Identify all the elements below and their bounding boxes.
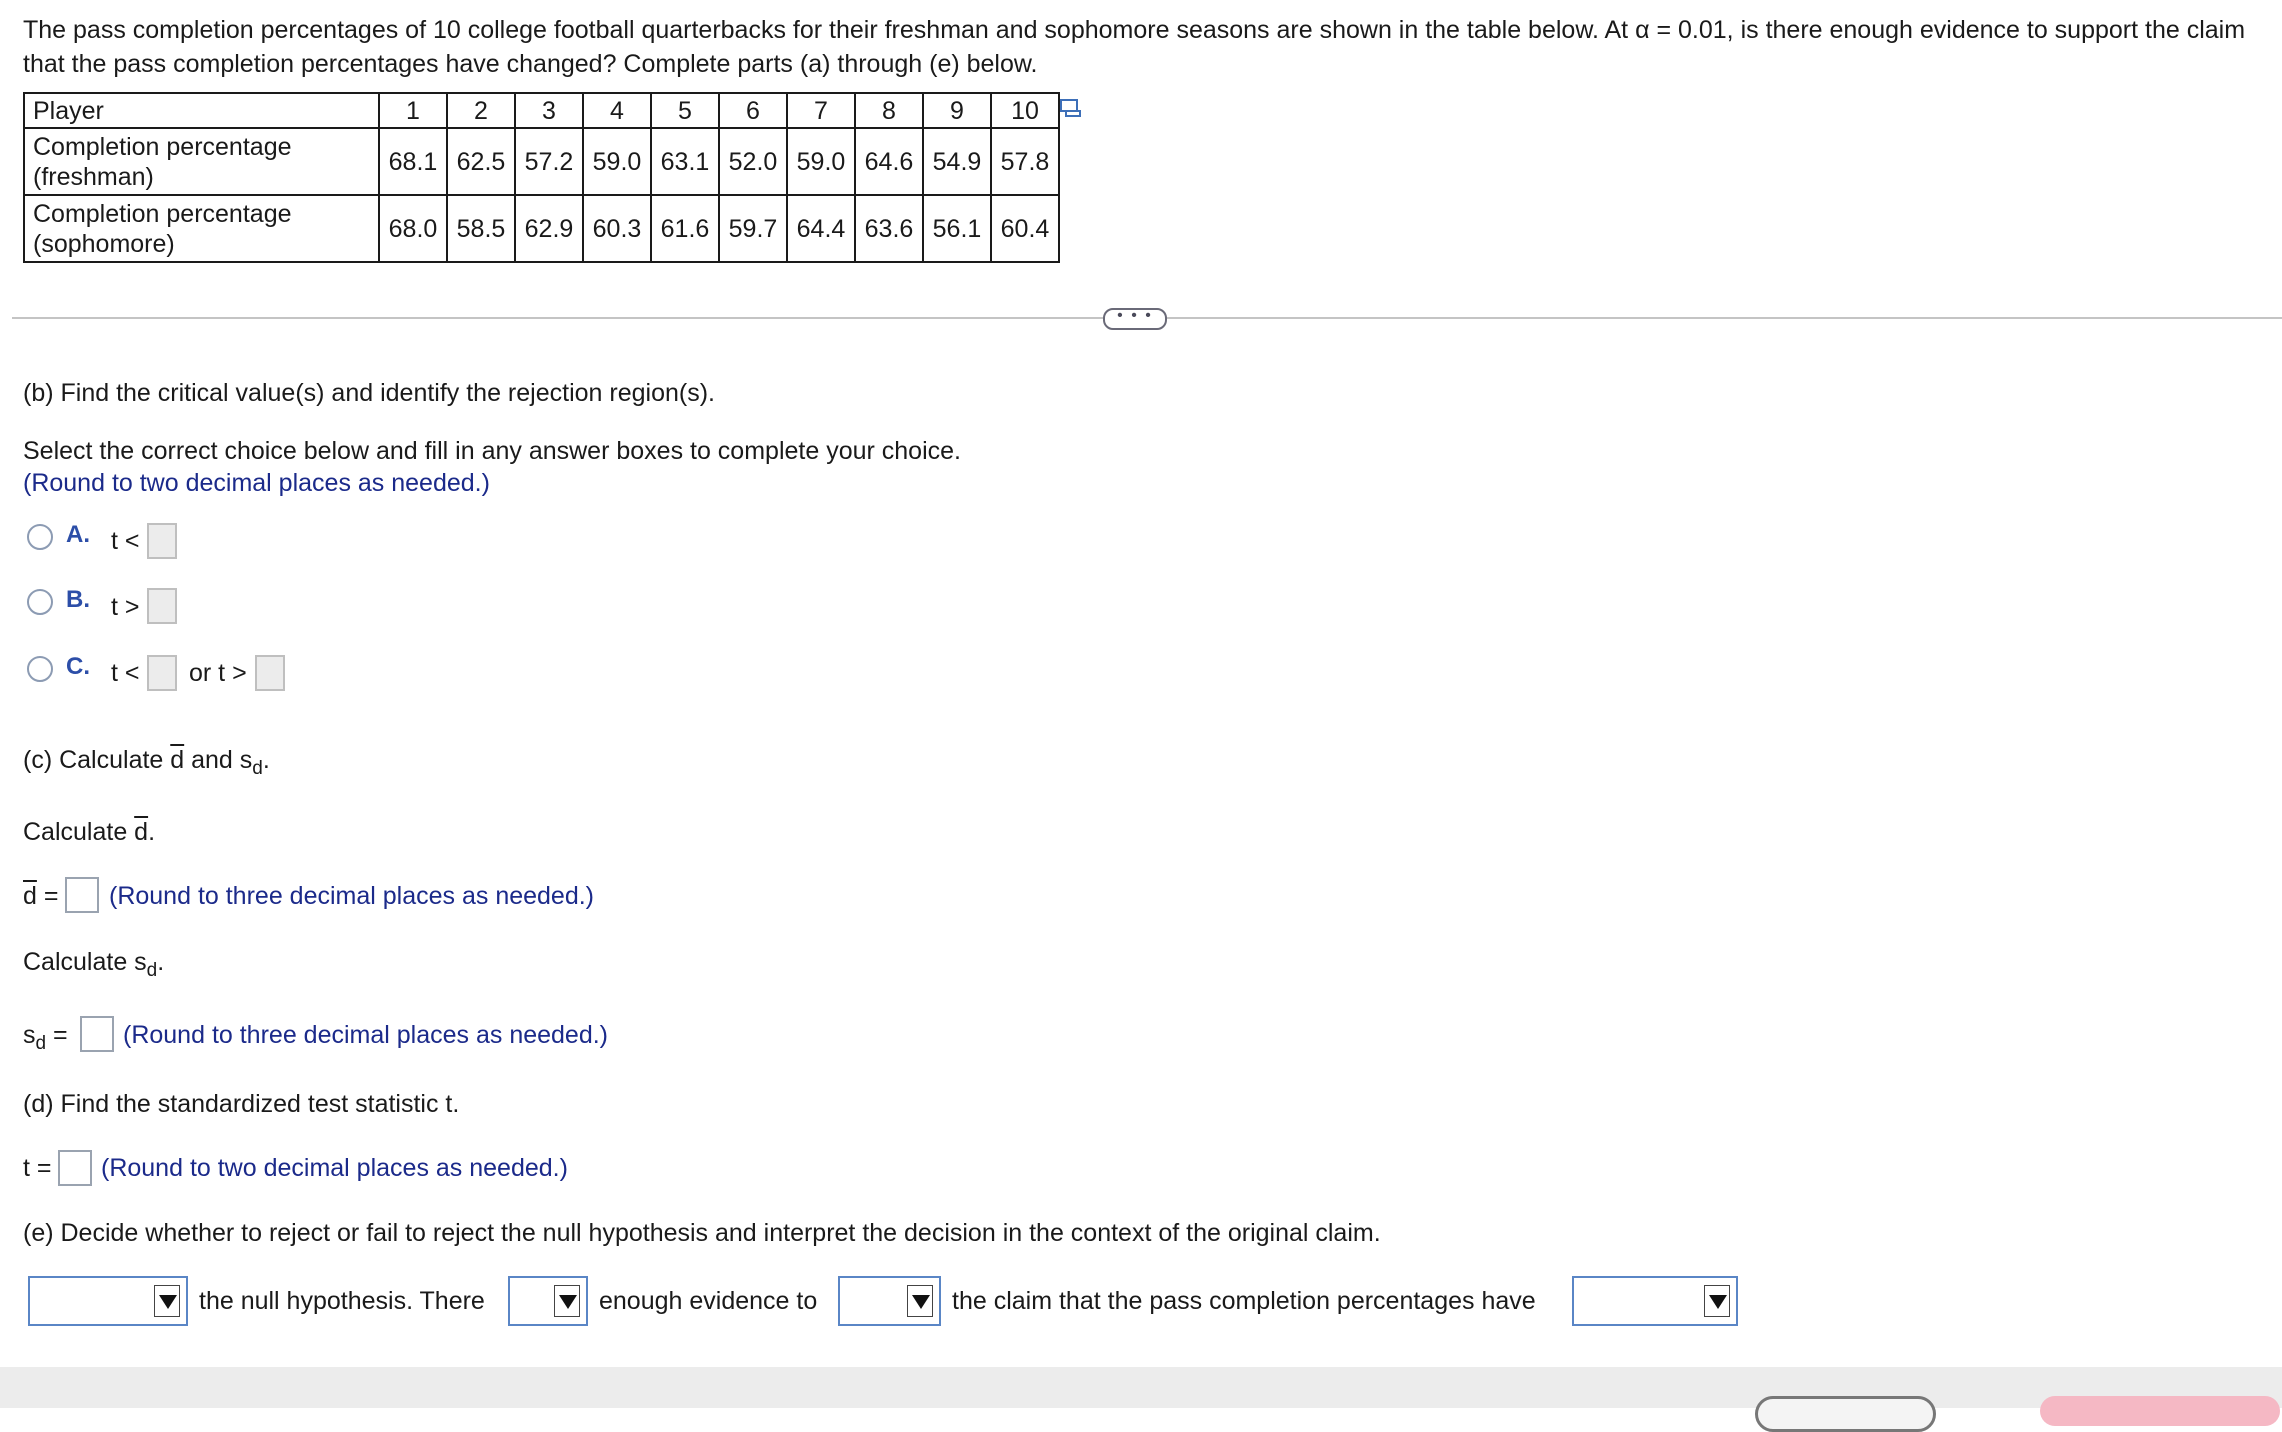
d-bar-input[interactable]: [65, 877, 99, 913]
option-c-radio[interactable]: [27, 656, 53, 682]
table-cell: 57.2: [515, 128, 583, 195]
row-label: [24, 128, 379, 195]
player-number: 7: [787, 93, 855, 128]
table-cell: 56.1: [923, 195, 991, 262]
option-c-letter: C.: [66, 653, 90, 680]
chevron-down-icon: [154, 1285, 180, 1317]
option-a-letter: A.: [66, 521, 90, 548]
table-cell: 68.0: [379, 195, 447, 262]
option-c-input-upper[interactable]: [255, 655, 285, 691]
data-table: [23, 92, 1060, 263]
option-b-radio[interactable]: [27, 589, 53, 615]
table-header-row: [24, 93, 1059, 128]
row-label-line1: Completion percentage: [33, 132, 292, 161]
calculate-d-label: Calculate $\overline{d}$.: [23, 818, 156, 846]
chevron-down-icon: [1704, 1285, 1730, 1317]
option-a-radio[interactable]: [27, 524, 53, 550]
player-number: 5: [651, 93, 719, 128]
show-more-button[interactable]: • • •: [1103, 308, 1167, 330]
table-cell: 62.5: [447, 128, 515, 195]
option-b-letter: B.: [66, 586, 90, 613]
option-c-text: t <: [111, 659, 140, 687]
part-b-heading: (b) Find the critical value(s) and identify the rejection region(s).: [23, 379, 715, 407]
part-d-heading: (d) Find the standardized test statistic t.: [23, 1090, 460, 1118]
table-cell: 57.8: [991, 128, 1059, 195]
row-label: [24, 195, 379, 262]
table-header-label: Player: [24, 93, 379, 128]
player-number: 2: [447, 93, 515, 128]
part-b-rounding: (Round to two decimal places as needed.): [23, 469, 490, 497]
option-a-input[interactable]: [147, 523, 177, 559]
table-row-freshman: [24, 128, 1059, 195]
changed-dropdown[interactable]: [1572, 1276, 1738, 1326]
sd-rounding: (Round to three decimal places as needed.): [123, 1021, 609, 1049]
primary-action-button[interactable]: [2040, 1396, 2280, 1426]
table-row-sophomore: [24, 195, 1059, 262]
table-cell: 63.6: [855, 195, 923, 262]
sd-input[interactable]: [80, 1016, 114, 1052]
table-cell: 60.3: [583, 195, 651, 262]
part-e-text3: the claim that the pass completion percentages have: [952, 1287, 1536, 1315]
table-cell: 60.4: [991, 195, 1059, 262]
problem-intro: The pass completion percentages of 10 college football quarterbacks for their freshman and sophomore seasons are shown in the table below. At α = 0.01, is there enough evidence to support the claim that the pass completion percentages have changed? Complete parts (a) through (e) below.: [23, 16, 2246, 78]
decision-dropdown[interactable]: [28, 1276, 188, 1326]
player-number: 4: [583, 93, 651, 128]
table-cell: 64.6: [855, 128, 923, 195]
option-b-text: t >: [111, 593, 140, 621]
table-cell: 68.1: [379, 128, 447, 195]
table-cell: 59.0: [787, 128, 855, 195]
d-bar-rounding: (Round to three decimal places as needed.): [109, 882, 595, 910]
option-b-input[interactable]: [147, 588, 177, 624]
evidence-dropdown[interactable]: [508, 1276, 588, 1326]
row-label-line2: (sophomore): [33, 229, 175, 258]
t-rounding: (Round to two decimal places as needed.): [101, 1154, 568, 1182]
secondary-action-button[interactable]: [1755, 1396, 1936, 1432]
player-number: 3: [515, 93, 583, 128]
player-number: 8: [855, 93, 923, 128]
table-cell: 54.9: [923, 128, 991, 195]
table-cell: 58.5: [447, 195, 515, 262]
table-cell: 59.0: [583, 128, 651, 195]
copy-table-icon[interactable]: [1060, 99, 1082, 117]
player-number: 9: [923, 93, 991, 128]
t-input[interactable]: [58, 1150, 92, 1186]
part-e-text2: enough evidence to: [599, 1287, 818, 1315]
part-e-text1: the null hypothesis. There: [199, 1287, 485, 1315]
player-number: 10: [991, 93, 1059, 128]
player-number: 1: [379, 93, 447, 128]
sd-label: $s_d$ =: [23, 1021, 68, 1054]
option-c-input-lower[interactable]: [147, 655, 177, 691]
table-cell: 59.7: [719, 195, 787, 262]
part-b-instruction: Select the correct choice below and fill in any answer boxes to complete your choice.: [23, 437, 961, 465]
table-cell: 52.0: [719, 128, 787, 195]
row-label-line1: Completion percentage: [33, 199, 292, 228]
table-cell: 64.4: [787, 195, 855, 262]
option-a-text: t <: [111, 527, 140, 555]
support-dropdown[interactable]: [838, 1276, 941, 1326]
chevron-down-icon: [554, 1285, 580, 1317]
part-c-heading: (c) Calculate $\overline{d}$ and $s_d$.: [23, 746, 270, 779]
row-label-line2: (freshman): [33, 162, 154, 191]
player-number: 6: [719, 93, 787, 128]
t-label: t =: [23, 1154, 52, 1182]
d-bar-label: $\overline{d}$ =: [23, 882, 59, 910]
part-e-heading: (e) Decide whether to reject or fail to reject the null hypothesis and interpret the decision in the context of the original claim.: [23, 1219, 1381, 1247]
option-c-text2: or t >: [189, 659, 247, 687]
table-cell: 62.9: [515, 195, 583, 262]
calculate-sd-label: Calculate $s_d$.: [23, 948, 165, 981]
table-cell: 63.1: [651, 128, 719, 195]
chevron-down-icon: [907, 1285, 933, 1317]
bottom-bar: [0, 1367, 2282, 1408]
table-cell: 61.6: [651, 195, 719, 262]
